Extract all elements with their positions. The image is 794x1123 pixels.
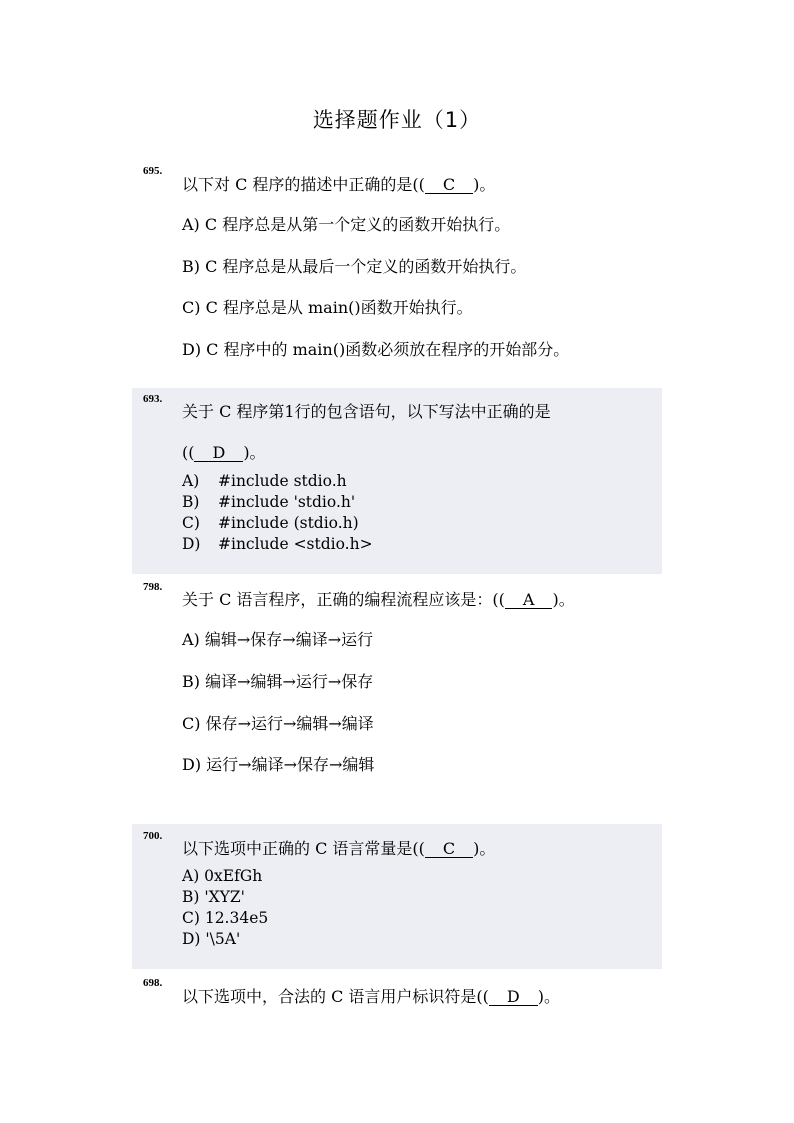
- option-label: D): [182, 535, 201, 553]
- option-item: [182, 513, 373, 534]
- question-number: 695.: [143, 165, 163, 177]
- stem-end: )。: [552, 590, 575, 609]
- option-item: C) 保存→运行→编辑→编译: [182, 714, 374, 733]
- option-item: C) C 程序总是从 main()函数开始执行。: [182, 298, 473, 317]
- option-item: B) 编译→编辑→运行→保存: [182, 672, 374, 691]
- answer-blank: C: [425, 177, 473, 194]
- option-text: #include (stdio.h): [218, 514, 359, 532]
- option-text: #include stdio.h: [218, 472, 347, 490]
- page-title: 选择题作业（1）: [312, 108, 482, 132]
- option-item: C) 12.34e5: [182, 909, 269, 927]
- option-item: [182, 471, 373, 492]
- stem-text: 关于 C 语言程序，正确的编程流程应该是：((: [182, 590, 505, 609]
- option-item: A) 编辑→保存→编译→运行: [182, 630, 374, 649]
- option-list: [182, 471, 373, 555]
- option-list: [182, 866, 268, 950]
- question-number: 698.: [143, 977, 163, 989]
- option-label: C): [182, 514, 200, 532]
- stem-end: )。: [537, 987, 560, 1006]
- option-label: B): [182, 493, 200, 511]
- stem-text: ((: [182, 443, 195, 462]
- question-stem: [182, 172, 495, 195]
- option-item: B) C 程序总是从最后一个定义的函数开始执行。: [182, 257, 527, 276]
- option-text: #include 'stdio.h': [218, 493, 356, 511]
- question-stem: [182, 587, 575, 610]
- question-number: 798.: [143, 581, 163, 593]
- answer-blank: D: [489, 989, 538, 1006]
- stem-text: 以下选项中，合法的 C 语言用户标识符是((: [182, 987, 489, 1006]
- option-label: A): [182, 472, 200, 490]
- option-item: A) 0xEfGh: [182, 867, 263, 885]
- question-stem: [182, 984, 560, 1007]
- stem-text: 以下选项中正确的 C 语言常量是((: [182, 839, 425, 858]
- option-item: [182, 534, 373, 555]
- stem-text: 以下对 C 程序的描述中正确的是((: [182, 175, 425, 194]
- answer-blank: C: [425, 841, 473, 858]
- question-stem-continued: [182, 440, 266, 463]
- option-item: D) 运行→编译→保存→编辑: [182, 755, 375, 774]
- option-item: A) C 程序总是从第一个定义的函数开始执行。: [182, 215, 511, 234]
- answer-blank: A: [505, 592, 553, 609]
- option-item: D) '\5A': [182, 930, 241, 948]
- stem-end: )。: [473, 839, 496, 858]
- option-item: [182, 492, 373, 513]
- option-item: D) C 程序中的 main()函数必须放在程序的开始部分。: [182, 340, 570, 359]
- option-item: B) 'XYZ': [182, 888, 245, 906]
- stem-end: )。: [243, 443, 266, 462]
- question-number: 693.: [143, 393, 163, 405]
- question-stem: 关于 C 程序第1行的包含语句，以下写法中正确的是: [182, 402, 551, 421]
- answer-blank: D: [194, 445, 243, 462]
- stem-end: )。: [473, 175, 496, 194]
- option-text: #include <stdio.h>: [218, 535, 373, 553]
- question-number: 700.: [143, 830, 163, 842]
- question-stem: [182, 836, 495, 859]
